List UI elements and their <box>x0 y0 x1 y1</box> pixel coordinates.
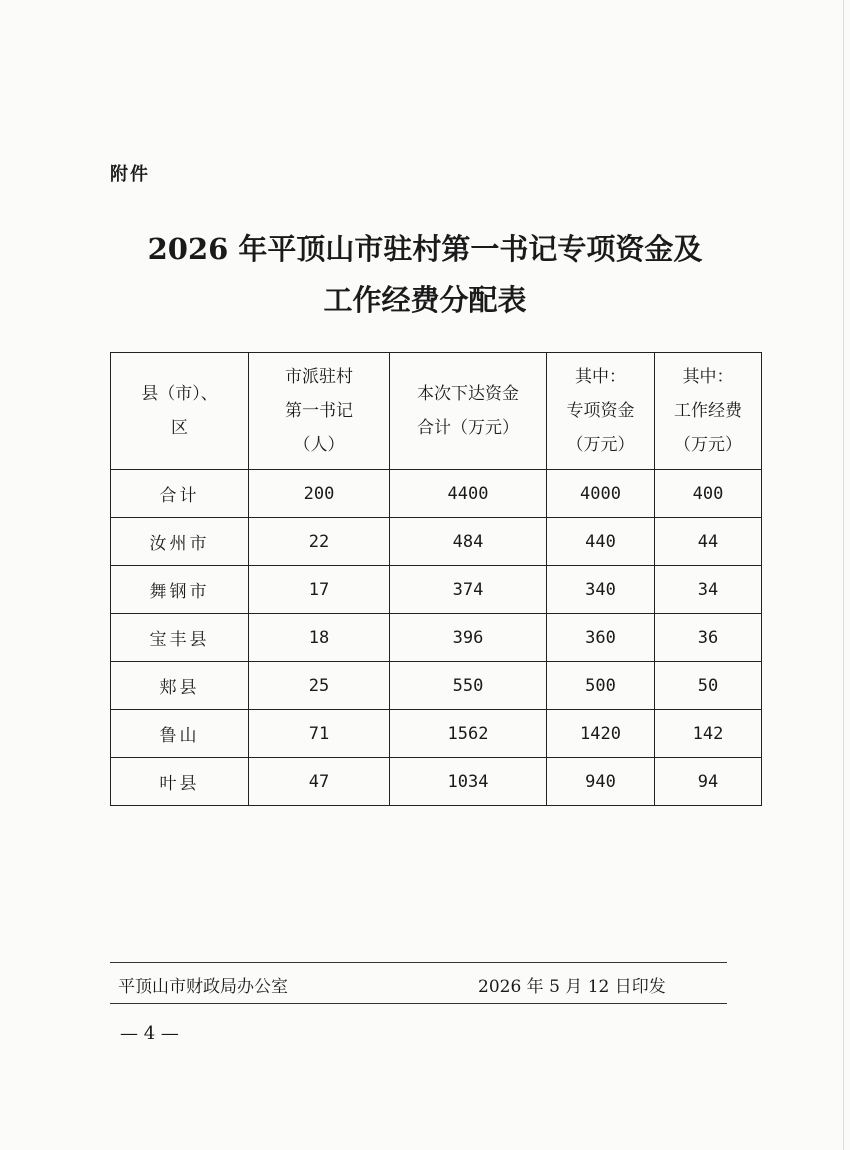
total-funds-cell: 1034 <box>390 758 547 806</box>
header-work-funds-line-2: 工作经费 <box>674 401 742 421</box>
region-cell: 舞钢市 <box>111 566 249 614</box>
total-funds-cell: 550 <box>390 662 547 710</box>
page-number: — 4 — <box>120 1023 179 1044</box>
table-row <box>111 662 762 710</box>
region-cell: 叶县 <box>111 758 249 806</box>
work-funds-cell: 50 <box>655 662 762 710</box>
table-row-total <box>111 470 762 518</box>
total-funds-cell: 396 <box>390 614 547 662</box>
special-funds-cell: 500 <box>547 662 655 710</box>
work-funds-cell: 34 <box>655 566 762 614</box>
footer-rule-bottom <box>110 1003 727 1004</box>
attachment-label: 附件 <box>110 164 150 185</box>
secretaries-cell: 22 <box>249 518 390 566</box>
issue-date: 2026 年 5 月 12 日印发 <box>478 977 666 997</box>
header-work-funds-line-1: 其中： <box>682 367 734 387</box>
page-edge <box>843 0 844 1150</box>
work-funds-cell: 94 <box>655 758 762 806</box>
special-funds-cell: 440 <box>547 518 655 566</box>
issuer-office: 平顶山市财政局办公室 <box>118 977 288 997</box>
table-row <box>111 566 762 614</box>
special-funds-cell: 360 <box>547 614 655 662</box>
header-secretaries-line-2: 第一书记 <box>285 401 353 421</box>
footer-rule-top <box>110 962 727 963</box>
header-secretaries <box>249 353 390 470</box>
table-row <box>111 518 762 566</box>
secretaries-cell: 17 <box>249 566 390 614</box>
total-funds-cell: 374 <box>390 566 547 614</box>
work-funds-cell: 36 <box>655 614 762 662</box>
header-total-funds-line-2: 合计（万元） <box>417 418 519 438</box>
allocation-table <box>110 352 762 806</box>
document-title-line-1: 2026 年平顶山市驻村第一书记专项资金及 <box>147 232 703 266</box>
special-funds-cell: 1420 <box>547 710 655 758</box>
table-row <box>111 758 762 806</box>
table-row <box>111 614 762 662</box>
secretaries-cell: 71 <box>249 710 390 758</box>
special-funds-cell: 4000 <box>547 470 655 518</box>
total-funds-cell: 1562 <box>390 710 547 758</box>
secretaries-cell: 18 <box>249 614 390 662</box>
header-region <box>111 353 249 470</box>
secretaries-cell: 47 <box>249 758 390 806</box>
header-work-funds <box>655 353 762 470</box>
work-funds-cell: 44 <box>655 518 762 566</box>
header-region-line-1: 县（市）、 <box>141 384 218 404</box>
secretaries-cell: 200 <box>249 470 390 518</box>
header-secretaries-line-1: 市派驻村 <box>285 367 353 387</box>
header-special-funds <box>547 353 655 470</box>
header-special-funds-line-3: （万元） <box>566 435 635 455</box>
special-funds-cell: 940 <box>547 758 655 806</box>
header-special-funds-line-1: 其中： <box>575 367 626 387</box>
region-cell: 郏县 <box>111 662 249 710</box>
region-cell: 宝丰县 <box>111 614 249 662</box>
header-special-funds-line-2: 专项资金 <box>566 401 635 421</box>
header-work-funds-line-3: （万元） <box>674 435 742 455</box>
header-region-line-2: 区 <box>171 418 188 438</box>
total-funds-cell: 4400 <box>390 470 547 518</box>
header-total-funds <box>390 353 547 470</box>
header-total-funds-line-1: 本次下达资金 <box>417 384 519 404</box>
region-cell: 合计 <box>111 470 249 518</box>
work-funds-cell: 400 <box>655 470 762 518</box>
header-secretaries-line-3: （人） <box>293 435 345 455</box>
region-cell: 鲁山 <box>111 710 249 758</box>
document-title-line-2: 工作经费分配表 <box>323 283 527 317</box>
secretaries-cell: 25 <box>249 662 390 710</box>
table-header-row <box>111 353 762 470</box>
special-funds-cell: 340 <box>547 566 655 614</box>
region-cell: 汝州市 <box>111 518 249 566</box>
table-row <box>111 710 762 758</box>
total-funds-cell: 484 <box>390 518 547 566</box>
work-funds-cell: 142 <box>655 710 762 758</box>
